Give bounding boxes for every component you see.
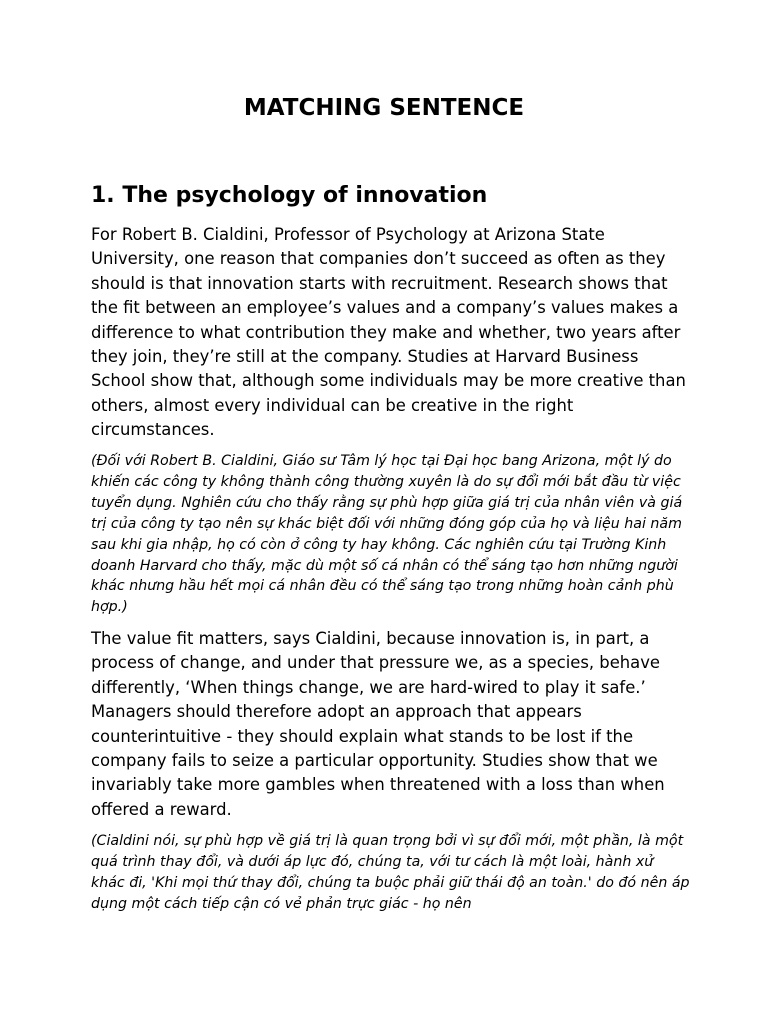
document-title: MATCHING SENTENCE: [243, 95, 525, 121]
paragraph-english-2: The value fit matters, says Cialdini, because innovation is, in part, a process of change, and under that pressure we, as a species, behave differently, ‘When things change, we are hard-wired to play it safe.’ Managers should therefore adopt an approach that appears counterintuitive - they should explain what stands to be lost if the company fails to seize a particular opportunity. Studies show that we invariably take more gambles when threatened with a loss than when offered a reward.: [91, 629, 665, 819]
section-heading: 1. The psychology of innovation: [91, 183, 488, 208]
paragraph-vietnamese-1: (Đối với Robert B. Cialdini, Giáo sư Tâm lý học tại Đại học bang Arizona, một lý do khiến các công ty không thành công thường xuyên là do sự đổi mới bắt đầu từ việc tuyển dụng. Nghiên cứu cho thấy rằng sự phù hợp giữa giá trị của nhân viên và giá trị của công ty tạo nên sự khác biệt đối với những đóng góp của họ và liệu hai năm sau khi gia nhập, họ có còn ở công ty hay không. Các nghiên cứu tại Trường Kinh doanh Harvard cho thấy, mặc dù một số cá nhân có thể sáng tạo hơn những người khác nhưng hầu hết mọi cá nhân đều có thể sáng tạo trong những hoàn cảnh phù hợp.): [91, 453, 683, 616]
paragraph-vietnamese-2: (Cialdini nói, sự phù hợp về giá trị là quan trọng bởi vì sự đổi mới, một phần, là một quá trình thay đổi, và dưới áp lực đó, chúng ta, với tư cách là một loài, hành xử khác đi, 'Khi mọi thứ thay đổi, chúng ta buộc phải giữ thái độ an toàn.' do đó nên áp dụng một cách tiếp cận có vẻ phản trực giác - họ nên: [91, 833, 690, 912]
paragraph-english-1: For Robert B. Cialdini, Professor of Psychology at Arizona State University, one reason that companies don’t succeed as often as they should is that innovation starts with recruitment. Research shows that the fit between an employee’s values and a company’s values makes a difference to what contribution they make and whether, two years after they join, they’re still at the company. Studies at Harvard Business School show that, although some individuals may be more creative than others, almost every individual can be creative in the right circumstances.: [91, 225, 686, 440]
